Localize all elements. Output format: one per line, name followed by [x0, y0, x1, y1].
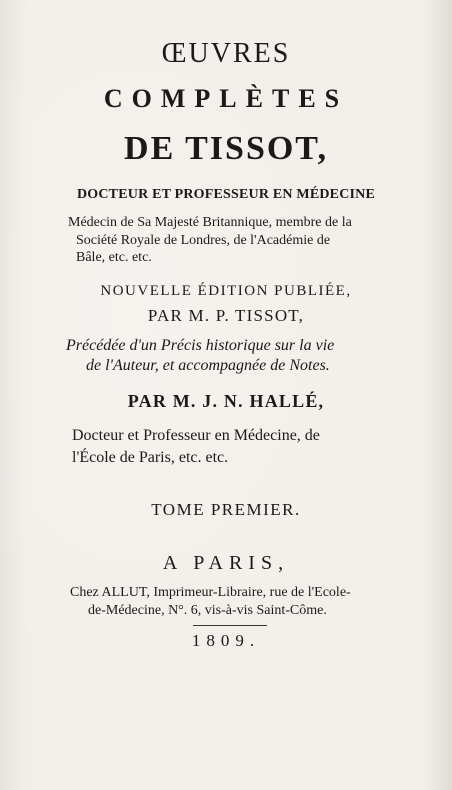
- publication-year: 1809.: [191, 631, 261, 650]
- divider-rule: [193, 625, 267, 626]
- preface-line: Précédée d'un Précis historique sur la vie: [66, 337, 335, 354]
- author-profession: DOCTEUR ET PROFESSEUR EN MÉDECINE: [76, 187, 376, 202]
- imprint-place: A PARIS,: [162, 552, 290, 574]
- title-completes: COMPLÈTES: [103, 84, 349, 113]
- title-de-tissot: DE TISSOT,: [124, 130, 328, 167]
- editor-line: PAR M. P. TISSOT,: [147, 306, 305, 325]
- volume-label: TOME PREMIER.: [151, 500, 301, 519]
- title-oeuvres: ŒUVRES: [161, 38, 291, 69]
- author-description-line: Société Royale de Londres, de l'Académie de: [76, 233, 331, 248]
- annotator-description-line: Docteur et Professeur en Médecine, de: [72, 427, 320, 444]
- author-description-line: Bâle, etc. etc.: [76, 250, 152, 265]
- annotator-line: PAR M. J. N. HALLÉ,: [127, 391, 325, 411]
- preface-line: de l'Auteur, et accompagnée de Notes.: [86, 357, 330, 374]
- publisher-line: Chez ALLUT, Imprimeur-Libraire, rue de l'Ecole-: [70, 585, 351, 600]
- author-description-line: Médecin de Sa Majesté Britannique, membre de la: [68, 215, 352, 230]
- annotator-description-line: l'École de Paris, etc. etc.: [72, 449, 229, 466]
- edition-line: NOUVELLE ÉDITION PUBLIÉE,: [100, 283, 352, 299]
- publisher-line: de-Médecine, N°. 6, vis-à-vis Saint-Côme.: [88, 603, 327, 618]
